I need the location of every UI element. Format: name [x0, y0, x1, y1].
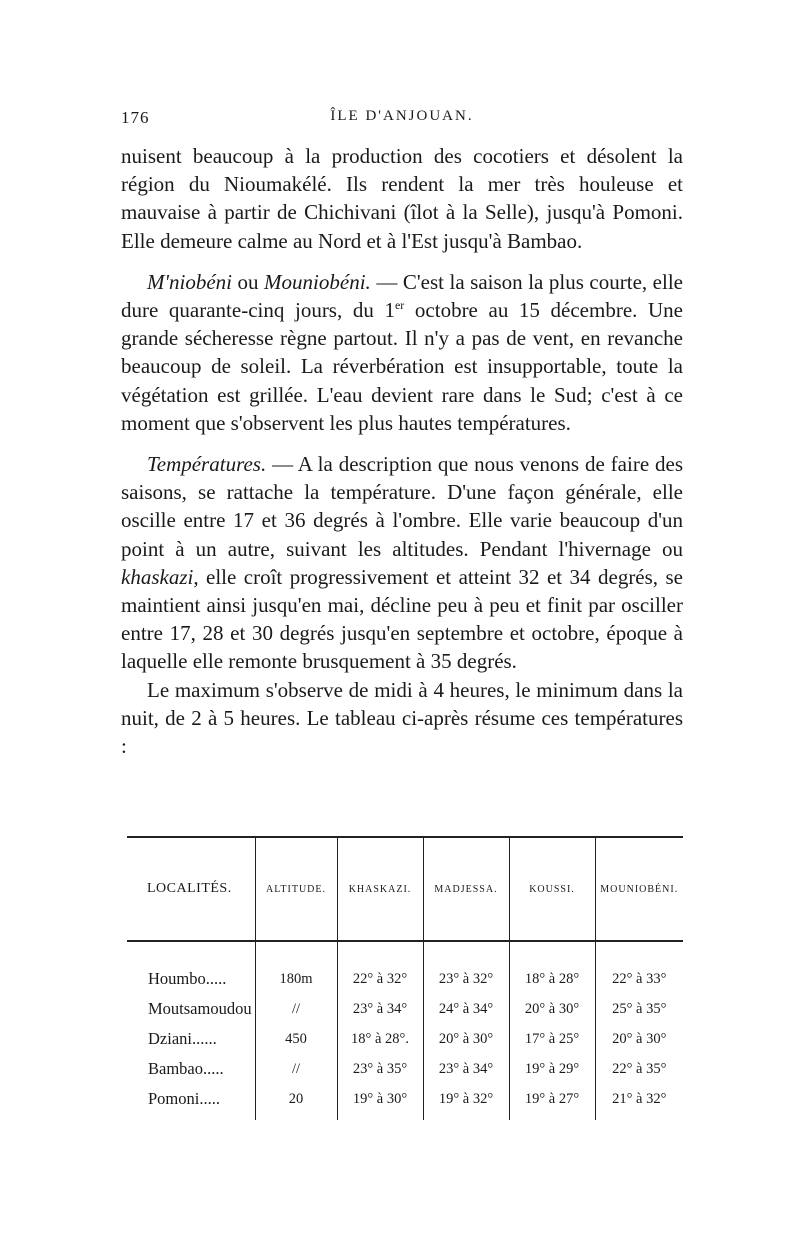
header-koussi: KOUSSI.	[509, 837, 595, 941]
cell-localite: Dziani......	[148, 1029, 217, 1048]
cell-madjessa: 19° à 32°	[423, 1084, 509, 1120]
cell-madjessa: 23° à 32°	[423, 941, 509, 994]
cell-mouniobeni: 22° à 33°	[595, 941, 683, 994]
paragraph-mniobeni	[121, 268, 683, 437]
header-madjessa: MADJESSA.	[423, 837, 509, 941]
paragraph-connector: ou	[231, 269, 265, 294]
page-body	[121, 108, 683, 760]
cell-mouniobeni: 25° à 35°	[595, 994, 683, 1024]
header-altitude: ALTITUDE.	[255, 837, 337, 941]
cell-khaskazi: 19° à 30°	[337, 1084, 423, 1120]
running-title: ÎLE D'ANJOUAN.	[330, 108, 474, 124]
paragraph-text-continued: octobre au 15 décembre. Une grande sécheresse règne partout. Il n'y a pas de vent, en revanche beaucoup de soleil. La réverbération est insupportable, toute la végétation est grillée. L'eau devient rare dans le Sud; c'est à ce moment que s'observent les plus hautes températures.	[121, 298, 683, 435]
paragraph-text-continued: , elle croît progressivement et atteint 32 et 34 degrés, se maintient ainsi jusqu'en mai, décline peu à peu et finit par osciller entre 17, 28 et 30 degrés jusqu'en septembre et octobre, époque à laquelle elle remonte brusquement à 35 degrés.	[121, 564, 683, 674]
cell-altitude: 20	[255, 1084, 337, 1120]
cell-madjessa: 20° à 30°	[423, 1024, 509, 1054]
cell-koussi: 19° à 29°	[509, 1054, 595, 1084]
paragraph-heading: Températures.	[147, 452, 267, 477]
cell-mouniobeni: 20° à 30°	[595, 1024, 683, 1054]
header-khaskazi: KHASKAZI.	[337, 837, 423, 941]
table-row	[127, 941, 683, 994]
cell-madjessa: 23° à 34°	[423, 1054, 509, 1084]
cell-mouniobeni: 21° à 32°	[595, 1084, 683, 1120]
paragraph-text: — C'est la saison la plus courte, elle dure quarante-cinq jours, du 1	[121, 269, 683, 323]
paragraph-text: — A la description que nous venons de faire des saisons, se rattache la température. D'une façon générale, elle oscille entre 17 et 36 degrés à l'ombre. Elle varie beaucoup d'un point à un autre, suivant les altitudes. Pendant l'hivernage ou	[121, 452, 683, 561]
table-header-row	[127, 837, 683, 941]
cell-khaskazi: 22° à 32°	[337, 941, 423, 994]
temperature-table-container	[127, 836, 683, 1120]
cell-mouniobeni: 22° à 35°	[595, 1054, 683, 1084]
paragraph-temperatures	[121, 450, 683, 676]
cell-localite: Moutsamoudou	[148, 999, 252, 1018]
cell-koussi: 17° à 25°	[509, 1024, 595, 1054]
cell-madjessa: 24° à 34°	[423, 994, 509, 1024]
table-row	[127, 1054, 683, 1084]
page-number: 176	[121, 108, 150, 127]
paragraph-heading-alt: Mouniobéni.	[264, 269, 371, 294]
cell-altitude: //	[255, 1054, 337, 1084]
cell-koussi: 18° à 28°	[509, 941, 595, 994]
ordinal-superscript: er	[394, 298, 405, 313]
italic-term: khaskazi	[121, 564, 194, 589]
cell-koussi: 19° à 27°	[509, 1084, 595, 1120]
cell-localite: Pomoni.....	[148, 1089, 220, 1108]
cell-khaskazi: 23° à 35°	[337, 1054, 423, 1084]
cell-localite: Bambao.....	[148, 1059, 224, 1078]
cell-altitude: 450	[255, 1024, 337, 1054]
table-row	[127, 1024, 683, 1054]
cell-khaskazi: 23° à 34°	[337, 994, 423, 1024]
cell-localite: Houmbo.....	[148, 969, 227, 988]
paragraph-1: nuisent beaucoup à la production des cocotiers et désolent la région du Nioumakélé. Ils rendent la mer très houleuse et mauvaise à partir de Chichivani (îlot à la Selle), jusqu'à Pomoni. Elle demeure calme au Nord et à l'Est jusqu'à Bambao.	[121, 144, 683, 253]
running-head	[121, 108, 683, 134]
cell-altitude: //	[255, 994, 337, 1024]
table-row	[127, 1084, 683, 1120]
cell-koussi: 20° à 30°	[509, 994, 595, 1024]
cell-altitude: 180m	[255, 941, 337, 994]
header-localites: LOCALITÉS.	[127, 837, 255, 941]
paragraph-heading: M'niobéni	[147, 269, 232, 294]
paragraph-maximum: Le maximum s'observe de midi à 4 heures, le minimum dans la nuit, de 2 à 5 heures. Le tableau ci-après résume ces températures :	[121, 677, 683, 759]
header-mouniobeni: MOUNIOBÉNI.	[595, 837, 683, 941]
temperature-table	[127, 836, 683, 1120]
table-row	[127, 994, 683, 1024]
cell-khaskazi: 18° à 28°.	[337, 1024, 423, 1054]
